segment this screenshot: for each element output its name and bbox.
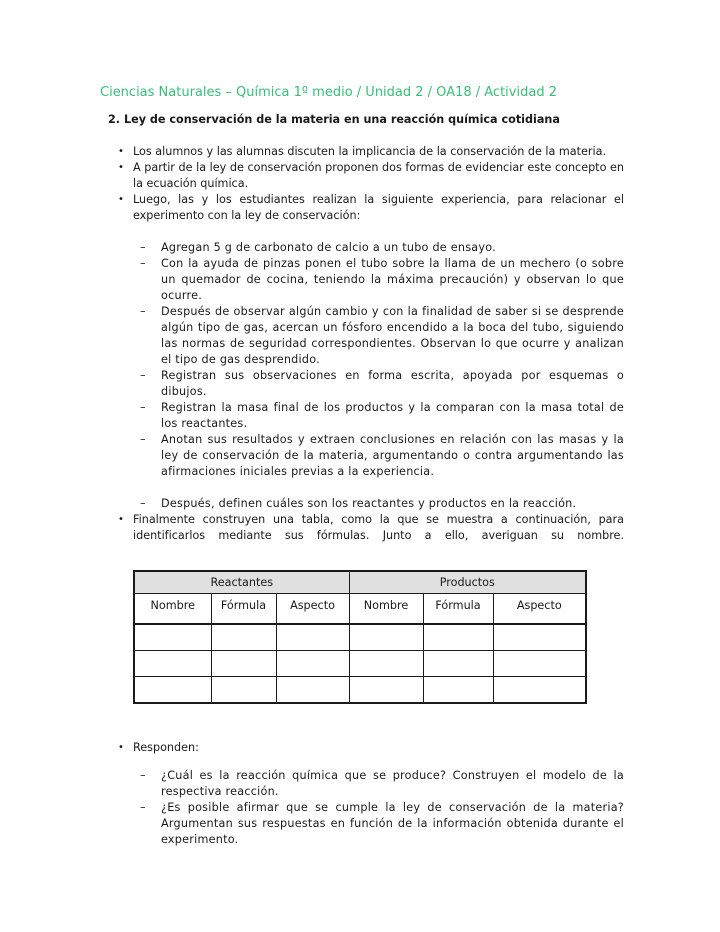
empty-cell	[423, 651, 493, 677]
group-header-productos: Productos	[349, 571, 586, 594]
question-item	[100, 800, 624, 848]
step-item	[100, 256, 624, 304]
dash-marker: –	[140, 497, 146, 510]
empty-cell	[349, 677, 423, 704]
question-text: ¿Es posible afirmar que se cumple la ley de conservación de la materia? Argumentan sus respuestas en función de la información obtenida durante el experimento.	[161, 801, 624, 846]
table-row	[134, 624, 586, 651]
dash-marker: –	[140, 769, 146, 782]
table-intro-bullet	[100, 512, 624, 544]
bullet-marker: •	[118, 146, 124, 157]
bullet-item	[100, 192, 624, 224]
dash-marker: –	[140, 433, 146, 446]
dash-marker: –	[140, 369, 146, 382]
bullet-marker: •	[118, 742, 124, 753]
column-header: Nombre	[134, 594, 211, 625]
empty-cell	[134, 651, 211, 677]
dash-marker: –	[140, 241, 146, 254]
empty-cell	[276, 677, 349, 704]
bullet-item	[100, 160, 624, 192]
question-text: ¿Cuál es la reacción química que se produce? Construyen el modelo de la respectiva reacción.	[161, 769, 624, 798]
respond-questions-list	[100, 768, 624, 848]
dash-marker: –	[140, 401, 146, 414]
bullet-text: Luego, las y los estudiantes realizan la siguiente experiencia, para relacionar el experimento con la ley de conservación:	[133, 193, 624, 222]
empty-cell	[493, 624, 586, 651]
column-header: Aspecto	[493, 594, 586, 625]
table-row	[134, 651, 586, 677]
empty-cell	[134, 624, 211, 651]
column-header: Fórmula	[211, 594, 276, 625]
reactants-products-table	[133, 570, 587, 704]
empty-cell	[211, 651, 276, 677]
respond-bullet	[100, 740, 624, 756]
column-header: Aspecto	[276, 594, 349, 625]
table-column-header-row	[134, 594, 586, 625]
empty-cell	[134, 677, 211, 704]
step-text: Registran sus observaciones en forma escrita, apoyada por esquemas o dibujos.	[161, 369, 624, 398]
table-row	[134, 677, 586, 704]
step-item	[100, 400, 624, 432]
empty-cell	[349, 651, 423, 677]
bullet-item	[100, 144, 624, 160]
column-header: Nombre	[349, 594, 423, 625]
table-intro-text: Finalmente construyen una tabla, como la que se muestra a continuación, para identificarlos mediante sus fórmulas. Junto a ello, averiguan su nombre.	[133, 513, 624, 542]
step-item	[100, 368, 624, 400]
activity-heading	[108, 112, 624, 128]
step-text: Registran la masa final de los productos y la comparan con la masa total de los reactantes.	[161, 401, 624, 430]
step-item	[100, 304, 624, 368]
step-text: Agregan 5 g de carbonato de calcio a un tubo de ensayo.	[161, 241, 496, 254]
step-item	[100, 496, 624, 512]
heading-text: Ley de conservación de la materia en una reacción química cotidiana	[124, 113, 560, 126]
bullet-text: A partir de la ley de conservación proponen dos formas de evidenciar este concepto en la ecuación química.	[133, 161, 624, 190]
experiment-steps-list	[100, 240, 624, 512]
empty-cell	[276, 624, 349, 651]
question-item	[100, 768, 624, 800]
empty-cell	[211, 624, 276, 651]
bullet-text: Los alumnos y las alumnas discuten la implicancia de la conservación de la materia.	[133, 145, 607, 158]
step-text: Después de observar algún cambio y con la finalidad de saber si se desprende algún tipo de gas, acercan un fósforo encendido a la boca del tubo, siguiendo las normas de seguridad correspondientes. Observan lo que ocurre y analizan el tipo de gas desprendido.	[161, 305, 624, 366]
intro-bullet-list	[100, 144, 624, 224]
dash-marker: –	[140, 305, 146, 318]
empty-cell	[493, 651, 586, 677]
step-item	[100, 432, 624, 480]
group-header-reactantes: Reactantes	[134, 571, 349, 594]
empty-cell	[423, 677, 493, 704]
heading-number: 2.	[108, 113, 121, 126]
column-header: Fórmula	[423, 594, 493, 625]
dash-marker: –	[140, 257, 146, 270]
step-text: Anotan sus resultados y extraen conclusiones en relación con las masas y la ley de conservación de la materia, argumentando o contra argumentando las afirmaciones iniciales previas a la experiencia.	[161, 433, 624, 478]
empty-cell	[349, 624, 423, 651]
bullet-marker: •	[118, 194, 124, 205]
respond-label-text: Responden:	[133, 741, 199, 754]
empty-cell	[276, 651, 349, 677]
table-group-header-row	[134, 571, 586, 594]
doc-title: Ciencias Naturales – Química 1º medio / Unidad 2 / OA18 / Actividad 2	[100, 85, 557, 100]
empty-cell	[423, 624, 493, 651]
bullet-marker: •	[118, 162, 124, 173]
empty-cell	[211, 677, 276, 704]
step-text: Con la ayuda de pinzas ponen el tubo sobre la llama de un mechero (o sobre un quemador de cocina, teniendo la máxima precaución) y observan lo que ocurre.	[161, 257, 624, 302]
step-text: Después, definen cuáles son los reactantes y productos en la reacción.	[161, 497, 577, 510]
step-item	[100, 240, 624, 256]
dash-marker: –	[140, 801, 146, 814]
empty-cell	[493, 677, 586, 704]
bullet-marker: •	[118, 514, 124, 525]
